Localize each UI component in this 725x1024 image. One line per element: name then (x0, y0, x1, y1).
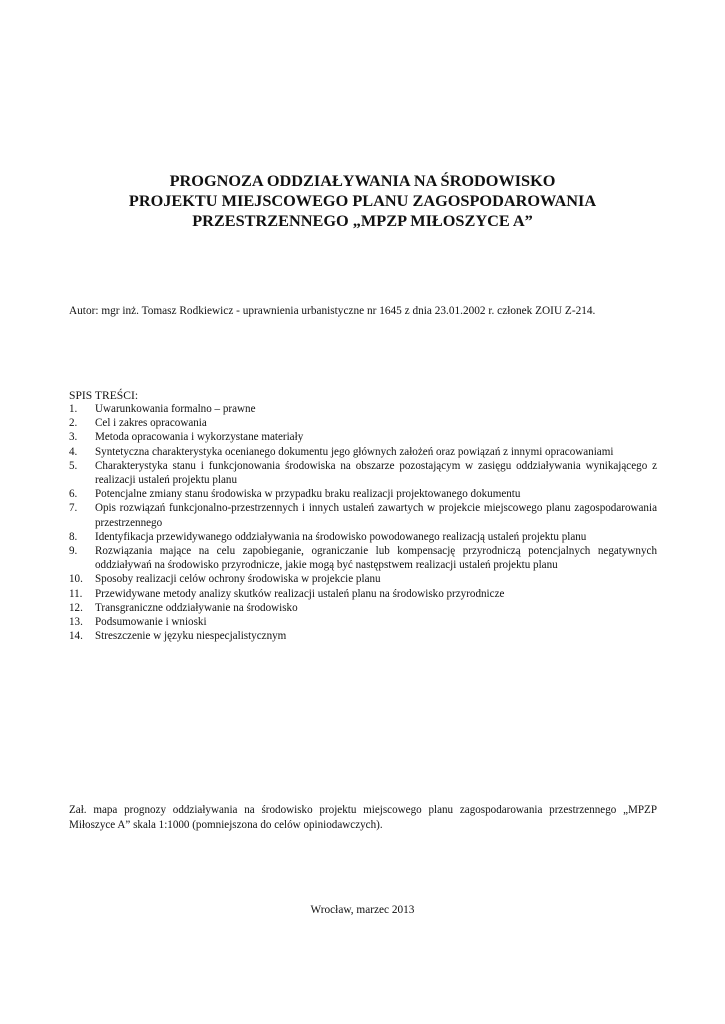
toc-item (69, 402, 657, 416)
toc-item-number: 7. (69, 502, 78, 515)
toc-item-number: 14. (69, 630, 83, 643)
document-title (0, 171, 725, 231)
place-and-date: Wrocław, marzec 2013 (310, 904, 415, 916)
toc-item (69, 459, 657, 487)
toc-item (69, 416, 657, 430)
toc-item-number: 5. (69, 459, 78, 472)
toc-item-text: Podsumowanie i wnioski (95, 616, 207, 629)
title-line-2: PROJEKTU MIEJSCOWEGO PLANU ZAGOSPODAROWANIA (128, 191, 597, 210)
toc-item (69, 530, 657, 544)
toc-item-number: 8. (69, 530, 78, 543)
toc-item-number: 3. (69, 431, 78, 444)
attachment-note: Zał. mapa prognozy oddziaływania na środowisko projektu miejscowego planu zagospodarowania przestrzennego „MPZP Miłoszyce A” skala 1:1000 (pomniejszona do celów opiniodawczych). (69, 804, 657, 831)
title-line-1: PROGNOZA ODDZIAŁYWANIA NA ŚRODOWISKO (169, 171, 556, 190)
toc-item (69, 587, 657, 601)
toc-item-number: 9. (69, 545, 78, 558)
toc-item-number: 10. (69, 573, 83, 586)
toc-item (69, 629, 657, 643)
toc-item-text: Metoda opracowania i wykorzystane materiały (95, 431, 304, 444)
table-of-contents (69, 402, 657, 643)
toc-item-number: 11. (69, 587, 83, 600)
toc-item-number: 6. (69, 488, 78, 501)
toc-item-number: 2. (69, 417, 78, 430)
toc-item (69, 501, 657, 529)
title-line-3: PRZESTRZENNEGO „MPZP MIŁOSZYCE A” (192, 211, 533, 230)
toc-item-text: Streszczenie w języku niespecjalistycznym (95, 630, 287, 643)
toc-item (69, 544, 657, 572)
toc-item-text: Transgraniczne oddziaływanie na środowisko (95, 601, 298, 614)
toc-item-text: Cel i zakres opracowania (95, 417, 207, 430)
toc-item-number: 1. (69, 403, 78, 415)
toc-item-text: Sposoby realizacji celów ochrony środowiska w projekcie planu (95, 573, 381, 586)
toc-item-text: Przewidywane metody analizy skutków realizacji ustaleń planu na środowisko przyrodnicze (95, 587, 505, 600)
toc-item (69, 572, 657, 586)
toc-item-number: 13. (69, 616, 83, 629)
toc-item (69, 430, 657, 444)
toc-item-text: Identyfikacja przewidywanego oddziaływania na środowisko powodowanego realizacją ustaleń projektu planu (95, 530, 587, 543)
toc-item-text: Rozwiązania mające na celu zapobieganie, ograniczanie lub kompensację przyrodniczą potencjalnych negatywnych oddziaływań na środowisko przyrodnicze, jakie mogą być następstwem realizacji ustaleń projektu planu (95, 545, 657, 572)
toc-heading: SPIS TREŚCI: (69, 389, 139, 402)
toc-item-number: 12. (69, 601, 83, 614)
toc-item-text: Uwarunkowania formalno – prawne (95, 403, 256, 415)
toc-item-text: Opis rozwiązań funkcjonalno-przestrzennych i innych ustaleń zawartych w projekcie miejscowego planu zagospodarowania przestrzennego (95, 502, 657, 529)
toc-item (69, 487, 657, 501)
toc-item-text: Charakterystyka stanu i funkcjonowania środowiska na obszarze pozostającym w zasięgu oddziaływania wynikającego z realizacji ustaleń projektu planu (95, 459, 657, 487)
toc-item-text: Potencjalne zmiany stanu środowiska w przypadku braku realizacji projektowanego dokumentu (95, 488, 521, 501)
toc-item (69, 601, 657, 615)
toc-item (69, 615, 657, 629)
author-line: Autor: mgr inż. Tomasz Rodkiewicz - uprawnienia urbanistyczne nr 1645 z dnia 23.01.2002 r. członek ZOIU Z-214. (69, 305, 596, 317)
toc-item-text: Syntetyczna charakterystyka ocenianego dokumentu jego głównych założeń oraz powiązań z innymi opracowaniami (95, 445, 614, 458)
toc-item (69, 445, 657, 459)
toc-item-number: 4. (69, 445, 78, 458)
